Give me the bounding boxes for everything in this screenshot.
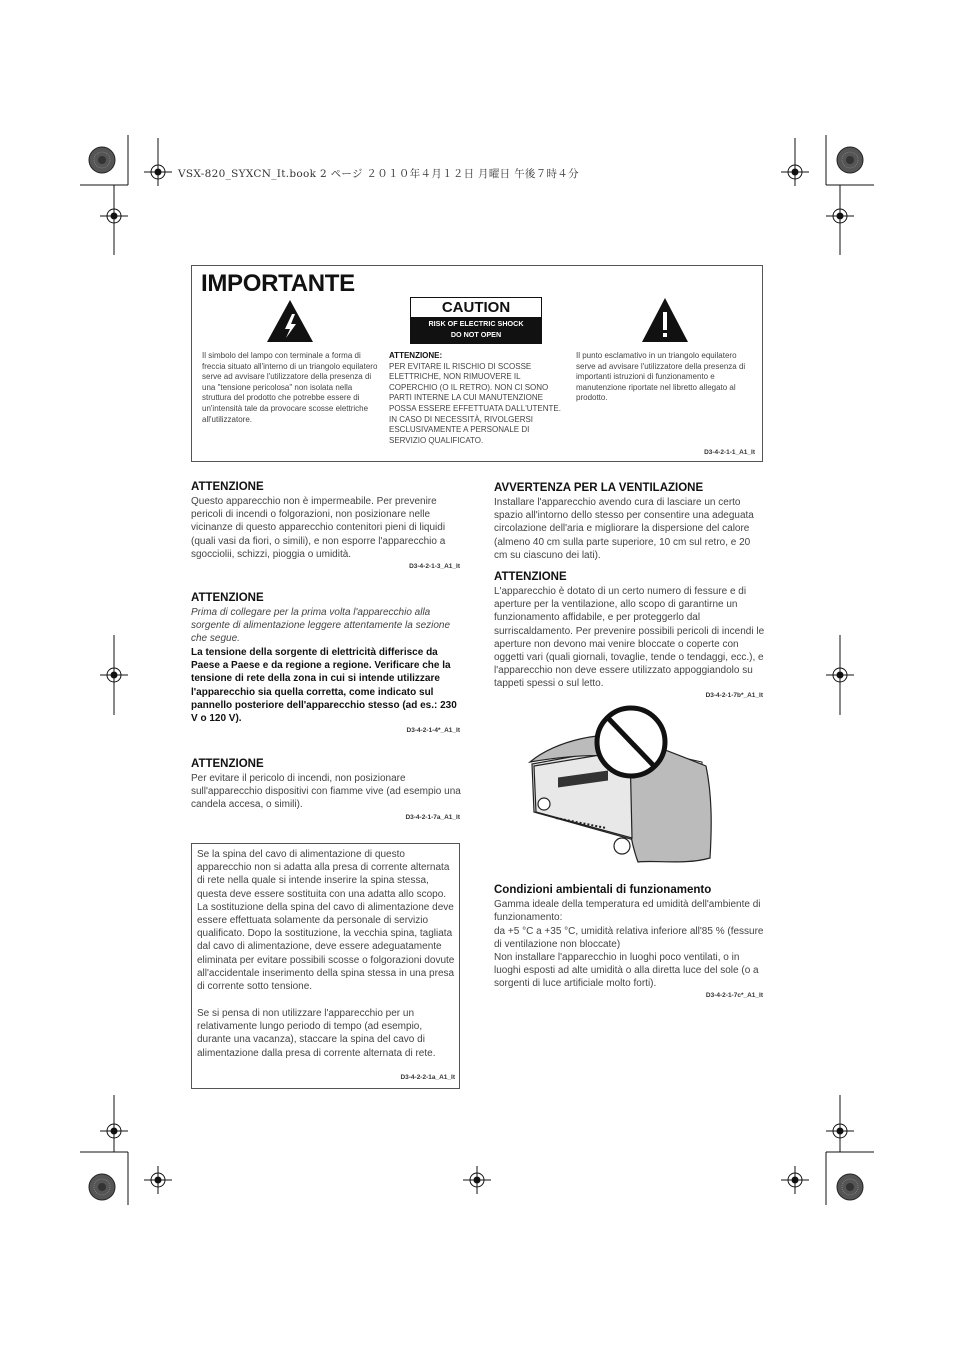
- left-sec2-heading: ATTENZIONE: [191, 592, 264, 604]
- right-sec2-heading: ATTENZIONE: [494, 571, 567, 583]
- lightning-triangle-icon: [265, 298, 315, 344]
- caution-band-line1: RISK OF ELECTRIC SHOCK: [428, 319, 524, 328]
- right-sec3-code: D3-4-2-1-7c*_A1_It: [705, 992, 763, 999]
- caution-band-line2: DO NOT OPEN: [450, 329, 502, 339]
- left-sec2-bold: La tensione della sorgente di elettricità differisce da Paese a Paese e da regione a regione. Verificare che la tensione di rete della zona in cui si intende utilizzare l'apparecchio sia quella corretta, come indicato sul pannello posteriore dell'apparecchio stesso (ad es.: 230 V o 120 V).: [191, 647, 457, 725]
- exclamation-description: Il punto esclamativo in un triangolo equilatero serve ad avvisare l'utilizzatore della presenza di importanti istruzioni di funzionamento e manutenzione riportate nel libretto allegato al prodotto.: [576, 351, 746, 403]
- lightning-description: Il simbolo del lampo con terminale a forma di freccia situato all'interno di un triangolo equilatero serve ad avvisare l'utilizzatore della presenza di una "tensione pericolosa" non isolata nella struttura del prodotto che potrebbe essere di un'intensità tale da provocare scosse elettriche all'utilizzatore.: [202, 351, 378, 424]
- important-title: IMPORTANTE: [201, 270, 355, 297]
- plug-box-para1: Se la spina del cavo di alimentazione di questo apparecchio non si adatta alla presa di corrente alternata di rete nella quale si intende inserire la spina stessa, questa deve essere sostituita con una adatta allo scopo. La sostituzione della spina del cavo di alimentazione deve essere effettuata solamente da personale di servizio qualificato. Dopo la sostituzione, la vecchia spina, tagliata dal cavo di alimentazione, deve essere adeguatamente eliminata per evitare possibili scosse o folgorazioni dovute all'accidentale inserimento della spina stessa in una presa di corrente sotto tensione.: [197, 849, 455, 993]
- right-sec3-line3: Non installare l'apparecchio in luoghi poco ventilati, o in luoghi esposti ad alte umidità o alla diretta luce del sole (o a sorgenti di luce artificiale molto forti).: [494, 952, 759, 990]
- left-sec2-code: D3-4-2-1-4*_A1_It: [406, 727, 460, 734]
- caution-heading: ATTENZIONE:: [389, 351, 443, 360]
- caution-text: PER EVITARE IL RISCHIO DI SCOSSE ELETTRICHE, NON RIMUOVERE IL COPERCHIO (O IL RETRO). NON CI SONO PARTI INTERNE LA CUI MANUTENZIONE POSSA ESSERE EFFETTUATA DALL'UTENTE. IN CASO DI NECESSITÀ, RIVOLGERSI ESCLUSIVAMENTE A PERSONALE DI SERVIZIO QUALIFICATO.: [389, 361, 561, 445]
- caution-title: CAUTION: [441, 299, 511, 316]
- right-sec3-line2: da +5 °C a +35 °C, umidità relativa inferiore all'85 % (fessure di ventilazione non bloccate): [494, 926, 764, 951]
- caution-description: [389, 351, 565, 446]
- left-sec2-italic: Prima di collegare per la prima volta l'apparecchio alla sorgente di alimentazione leggere attentamente la sezione che segue.: [191, 607, 451, 645]
- left-sec1-heading: ATTENZIONE: [191, 481, 264, 493]
- left-sec3-text: Per evitare il pericolo di incendi, non posizionare sull'apparecchio dispositivi con fiamme vive (ad esempio una candela accesa, o simili).: [191, 773, 461, 811]
- right-sec1-text: Installare l'apparecchio avendo cura di lasciare un certo spazio all'intorno dello stesso per consentire una adeguata circolazione dell'aria e migliorare la dispersione del calore (almeno 40 cm sulla parte superiore, 10 cm sul retro, e 20 cm su ciascuno dei lati).: [494, 497, 754, 561]
- left-sec3-code: D3-4-2-1-7a_A1_It: [405, 814, 460, 821]
- left-sec1-text: Questo apparecchio non è impermeabile. Per prevenire pericoli di incendi o folgorazioni, non posizionare nelle vicinanze di questo apparecchio contenitori pieni di liquidi (quali vasi da fiori, o simili), e non esporre l'apparecchio a sgocciolii, schizzi, pioggia o umidità.: [191, 496, 446, 560]
- important-code: D3-4-2-1-1_A1_It: [704, 449, 755, 456]
- print-header: VSX-820_SYXCN_It.book 2 ページ ２０１０年４月１２日 月曜日 午後７時４分: [178, 168, 579, 180]
- plug-box-para2: Se si pensa di non utilizzare l'apparecchio per un relativamente lungo periodo di tempo (ad esempio, durante una vacanza), staccare la spina del cavo di alimentazione dalla presa di corrente alternata di rete.: [197, 1008, 436, 1059]
- right-sec3-line1: Gamma ideale della temperatura ed umidità dell'ambiente di funzionamento:: [494, 899, 761, 924]
- right-sec1-heading: AVVERTENZA PER LA VENTILAZIONE: [494, 482, 704, 494]
- right-sec2-code: D3-4-2-1-7b*_A1_It: [705, 692, 763, 699]
- left-sec3-heading: ATTENZIONE: [191, 758, 264, 770]
- right-sec3-heading: Condizioni ambientali di funzionamento: [494, 884, 712, 896]
- right-sec2-text: L'apparecchio è dotato di un certo numero di fessure e di aperture per la ventilazione, allo scopo di garantirne un funzionamento affidabile, e per proteggerlo dal surriscaldamento. Per prevenire possibili pericoli di incendi le aperture non devono mai venire bloccate o coperte con oggetti vari (quali giornali, tovaglie, tende o tendaggi, ecc.), e l'apparecchio non deve essere utilizzato appoggiandolo su tappeti spessi o sul letto.: [494, 586, 765, 690]
- exclamation-triangle-icon: [640, 296, 690, 344]
- caution-band: [411, 317, 541, 343]
- caution-label: [410, 297, 542, 344]
- left-sec1-code: D3-4-2-1-3_A1_It: [409, 563, 460, 570]
- plug-box-code: D3-4-2-2-1a_A1_It: [400, 1074, 455, 1081]
- covered-receiver-prohibited-icon: [526, 700, 716, 872]
